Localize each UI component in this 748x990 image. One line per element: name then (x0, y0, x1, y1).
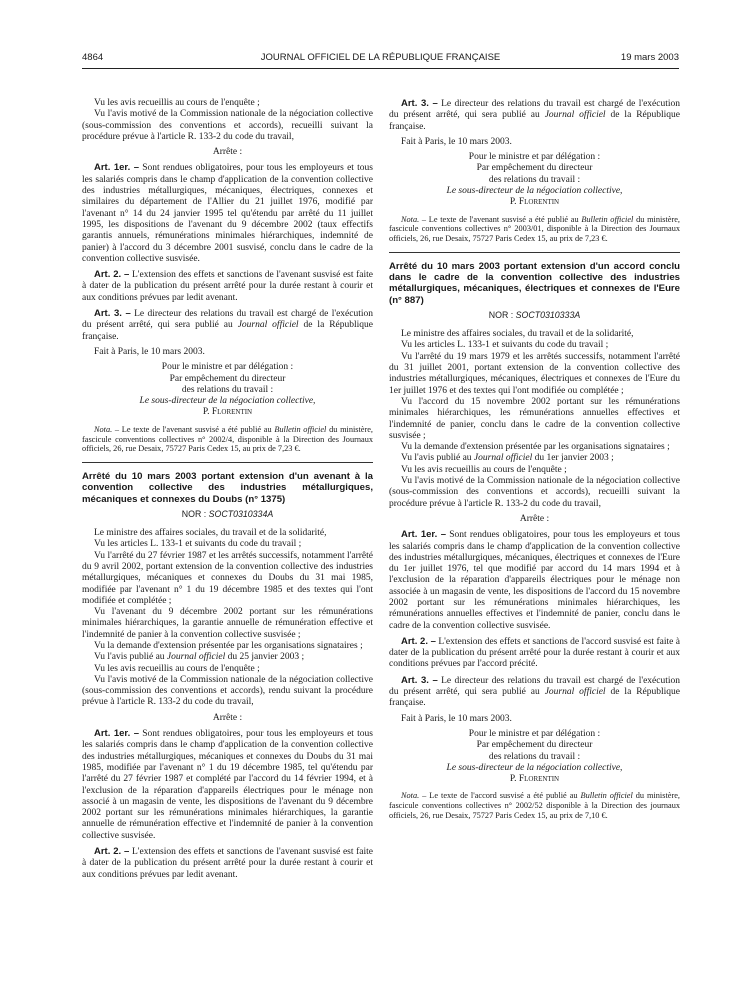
article-label: Art. 2. – (94, 846, 130, 858)
signature-block (82, 362, 373, 418)
article-label: Art. 3. – (94, 308, 131, 320)
signature-line: Par empêchement du directeur (476, 163, 593, 174)
article-2 (82, 269, 373, 304)
article-label: Art. 1er. – (401, 529, 446, 541)
header-rule (82, 68, 679, 69)
done-at: Fait à Paris, le 10 mars 2003. (94, 346, 205, 357)
page-header (82, 52, 679, 66)
nota-text: Le texte de l'avenant susvisé a été publié au (428, 214, 579, 224)
journal-officiel-ref: Journal officiel (544, 110, 606, 121)
article-text: de la République française. (82, 320, 374, 342)
arrete-heading: Arrête : (212, 712, 243, 723)
signature-line: Le sous-directeur de la négociation collective, (446, 762, 623, 773)
signature-line: des relations du travail : (488, 751, 581, 762)
signature-line: Le sous-directeur de la négociation collective, (446, 186, 623, 197)
article-text: Le directeur des relations du travail est chargé de l'exécution du présent arrêté, qui sera publié au (389, 99, 681, 121)
signature-block (389, 152, 680, 208)
preamble-text: Vu l'avis publié au (94, 652, 165, 663)
preamble-line: Vu les articles L. 133-1 et suivants du code du travail ; (94, 539, 302, 550)
article-1 (82, 728, 373, 842)
signature-line: Pour le ministre et par délégation : (161, 362, 294, 373)
article-text: L'extension des effets et sanctions de l'avenant susvisé est faite à dater de la publication du présent arrêté pour la durée restant à courir et aux conditions prévues par ledit avenant. (82, 270, 373, 303)
bulletin-officiel-ref: Bulletin officiel (581, 214, 634, 224)
journal-officiel-ref: Journal officiel (166, 652, 226, 663)
issue-date: 19 mars 2003 (620, 52, 679, 63)
journal-title: JOURNAL OFFICIEL DE LA RÉPUBLIQUE FRANÇAISE (260, 52, 501, 63)
article-2 (389, 636, 680, 671)
section-divider (82, 462, 373, 463)
signature-line: Le sous-directeur de la négociation collective, (139, 396, 316, 407)
signatory-name: P. Florentin (202, 407, 253, 418)
article-3 (389, 675, 680, 710)
article-text: de la République française. (389, 110, 681, 132)
bulletin-officiel-ref: Bulletin officiel (580, 791, 633, 801)
preamble-line: Vu les avis recueillis au cours de l'enquête ; (401, 464, 567, 475)
article-label: Art. 2. – (94, 269, 130, 281)
section-divider (389, 252, 680, 253)
article-3 (389, 98, 680, 133)
preamble-line (82, 652, 373, 663)
nota (389, 791, 680, 820)
article-label: Art. 3. – (401, 98, 438, 109)
article-1 (389, 529, 680, 632)
article-label: Art. 1er. – (94, 162, 139, 174)
page-number: 4864 (82, 52, 104, 63)
article-label: Art. 1er. – (94, 728, 139, 740)
preamble-line: Vu l'avenant du 9 décembre 2002 portant sur les rémunérations minimales hiérarchiques, la garantie annuelle de rémunération effective et l'indemnité de panier à la convention collective susvisée ; (82, 607, 373, 640)
signature-line: des relations du travail : (488, 174, 581, 185)
preamble-line: Vu l'arrêté du 27 février 1987 et les arrêtés successifs, notamment l'arrêté du 9 avril 2002, portant extension de la convention collective des industries métallurgiques, mécaniques et connexes du Doubs du 31 mai 1985, modifiée par l'avenant n° 1 du 19 décembre 1985 et des textes qui l'ont modifiée et complétée ; (82, 550, 373, 606)
nota (389, 215, 680, 244)
nota-label: Nota. – (401, 214, 427, 224)
nor-code: SOCT0310333A (515, 309, 581, 320)
preamble-line: Vu l'arrêté du 19 mars 1979 et les arrêtés successifs, notamment l'arrêté du 31 juillet 2001, portant extension de la convention collective des industries métallurgiques, mécaniques, électriques et connexes de l'Eure du 1er juillet 1976 et des textes qui l'ont modifiée ou complétée ; (389, 351, 680, 396)
decree-title: Arrêté du 10 mars 2003 portant extension d'un avenant à la convention collective des industries métallurgiques, mécaniques et connexes du Doubs (n° 1375) (82, 471, 373, 505)
journal-officiel-ref: Journal officiel (237, 320, 299, 331)
signature-line: Par empêchement du directeur (169, 373, 286, 384)
nota-label: Nota. – (94, 424, 120, 434)
bulletin-officiel-ref: Bulletin officiel (274, 424, 327, 434)
preamble-line: Le ministre des affaires sociales, du travail et de la solidarité, (401, 329, 634, 340)
preamble-line (389, 453, 680, 464)
nor-label: NOR : (488, 309, 514, 320)
nor-reference (82, 509, 373, 520)
article-text: de la République française. (389, 687, 681, 709)
signatory-name: P. Florentin (509, 197, 560, 208)
signature-block (389, 729, 680, 785)
left-column (82, 98, 373, 881)
nor-code: SOCT0310334A (208, 508, 274, 519)
article-text: Le directeur des relations du travail est chargé de l'exécution du présent arrêté, qui sera publié au (82, 309, 374, 331)
done-at: Fait à Paris, le 10 mars 2003. (401, 713, 512, 724)
right-column (389, 98, 680, 821)
journal-officiel-ref: Journal officiel (544, 687, 606, 698)
nota-text: du ministère, fascicule conventions collectives n° 2002/52 disponible à la Direction des journaux officiels, 26, rue Desaix, 75727 Paris Cedex 15, au prix de 7,10 €. (389, 791, 680, 821)
journal-officiel-ref: Journal officiel (473, 453, 533, 464)
article-2 (82, 846, 373, 881)
preamble-line: Le ministre des affaires sociales, du travail et de la solidarité, (94, 528, 327, 539)
article-text: Sont rendues obligatoires, pour tous les employeurs et tous les salariés compris dans le champ d'application de la convention collective des industries métallurgiques, mécaniques, électriques, connexes et similaires du département de l'Allier du 21 juillet 1976, modifié par l'avenant n° 14 du 24 janvier 1995 tel qu'étendu par arrêté du 11 juillet 1995, les dispositions de l'avenant du 9 décembre 2002 (taux effectifs garantis annuels, rémunérations minimales hiérarchiques, indemnité de panier) à l'accord du 3 décembre 2001 susvisé, conclu dans le cadre de la convention collective susvisée. (82, 163, 374, 264)
nota-label: Nota. – (401, 791, 427, 801)
nota-text: Le texte de l'accord susvisé a été publié au (429, 791, 578, 801)
preamble-line: Vu l'accord du 15 novembre 2002 portant sur les rémunérations minimales hiérarchiques, les rémunérations annuelles effectives et l'indemnité de panier, conclu dans le cadre de la convention collective susvisée ; (389, 396, 680, 441)
preamble-line: Vu l'avis motivé de la Commission nationale de la négociation collective (sous-commission des conventions et accords), recueilli suivant la procédure prévue à l'article R. 133-2 du code du travail, (389, 476, 680, 509)
signature-line: Pour le ministre et par délégation : (468, 728, 601, 739)
nota-text: du ministère, fascicule conventions collectives n° 2002/4, disponible à la Direction des Journaux officiels, 26, rue Desaix, 75727 Paris Cedex 15, au prix de 7,23 €. (82, 424, 374, 454)
article-3 (82, 308, 373, 343)
preamble-text: du 1er janvier 2003 ; (534, 453, 614, 464)
arrete-heading: Arrête : (212, 147, 243, 158)
arrete-heading: Arrête : (519, 513, 550, 524)
signature-line: Pour le ministre et par délégation : (468, 152, 601, 163)
article-label: Art. 3. – (401, 674, 438, 686)
preamble-line: Vu les avis recueillis au cours de l'enquête ; (94, 98, 260, 108)
preamble-line: Vu la demande d'extension présentée par les organisations signataires ; (94, 640, 363, 651)
signature-line: des relations du travail : (181, 384, 274, 395)
decree-title: Arrêté du 10 mars 2003 portant extension d'un accord conclu dans le cadre de la convention collective des industries métallurgiques, mécaniques, électriques et connexes de l'Eure (n° 887) (389, 261, 680, 306)
preamble-text: Vu l'avis publié au (401, 453, 472, 464)
preamble-line: Vu l'avis motivé de la Commission nationale de la négociation collective (sous-commission des conventions et accords), recueilli suivant la procédure prévue à l'article R. 133-2 du code du travail, (82, 109, 373, 142)
nor-reference (389, 310, 680, 321)
article-text: Sont rendues obligatoires, pour tous les employeurs et tous les salariés compris dans le champ d'application de la convention collective des industries métallurgiques, mécaniques et connexes du Doubs du 31 mai 1985, modifiée par l'avenant n° 1 du 19 décembre 1985, tel qu'étendu par l'arrêté du 27 février 1987 et complété par l'accord du 14 février 1994, et à l'exclusion de la réparation d'appareils électriques pour le ménage non associé à un magasin de vente, les dispositions de l'avenant du 9 décembre 2002 portant sur les rémunérations minimales hiérarchiques, la garantie annuelle de rémunération effective et l'indemnité de panier à la convention collective susvisée. (82, 729, 374, 841)
preamble-line: Vu la demande d'extension présentée par les organisations signataires ; (401, 442, 670, 453)
preamble-line: Vu les avis recueillis au cours de l'enquête ; (94, 663, 260, 674)
preamble-text: du 25 janvier 2003 ; (227, 652, 305, 663)
nor-label: NOR : (181, 508, 207, 519)
signature-line: Par empêchement du directeur (476, 740, 593, 751)
article-1 (82, 162, 373, 265)
signatory-name: P. Florentin (509, 774, 560, 785)
article-text: L'extension des effets et sanctions de l'accord susvisé est faite à dater de la publication du présent arrêté pour la durée restant à courir et aux conditions prévues par l'accord précité. (389, 636, 680, 670)
article-text: Le directeur des relations du travail est chargé de l'exécution du présent arrêté, qui sera publié au (389, 675, 681, 698)
article-label: Art. 2. – (401, 635, 436, 647)
article-text: L'extension des effets et sanctions de l'avenant susvisé est faite à dater de la publication du présent arrêté pour la durée restant à courir et aux conditions prévues par ledit avenant. (82, 847, 373, 880)
preamble-line: Vu l'avis motivé de la Commission nationale de la négociation collective (sous-commission des conventions et accords), rendu suivant la procédure prévue à l'article R. 133-2 du code du travail, (82, 674, 373, 708)
nota-text: du ministère, fascicule conventions collectives n° 2003/01, disponible à la Direction des Journaux officiels, 26, rue Desaix, 75727 Paris Cedex 15, au prix de 7,23 €. (389, 214, 681, 244)
done-at: Fait à Paris, le 10 mars 2003. (401, 136, 512, 147)
preamble-line: Vu les articles L. 133-1 et suivants du code du travail ; (401, 340, 609, 351)
nota (82, 425, 373, 454)
nota-text: Le texte de l'avenant susvisé a été publié au (121, 424, 272, 434)
article-text: Sont rendues obligatoires, pour tous les employeurs et tous les salariés compris dans le champ d'application de la convention collective des industries métallurgiques, mécaniques, électriques et connexes de l'Eure du 1er juillet 1976, tel que modifié par accord du 14 mars 1994 et à l'exclusion de la réparation d'appareils électriques pour le ménage non associée à un magasin de vente, les dispositions de l'accord du 15 novembre 2002 portant sur les rémunérations minimales hiérarchiques, les rémunérations annuelles effectives et l'indemnité de panier, conclu dans le cadre de la convention collective susvisée. (389, 530, 681, 631)
